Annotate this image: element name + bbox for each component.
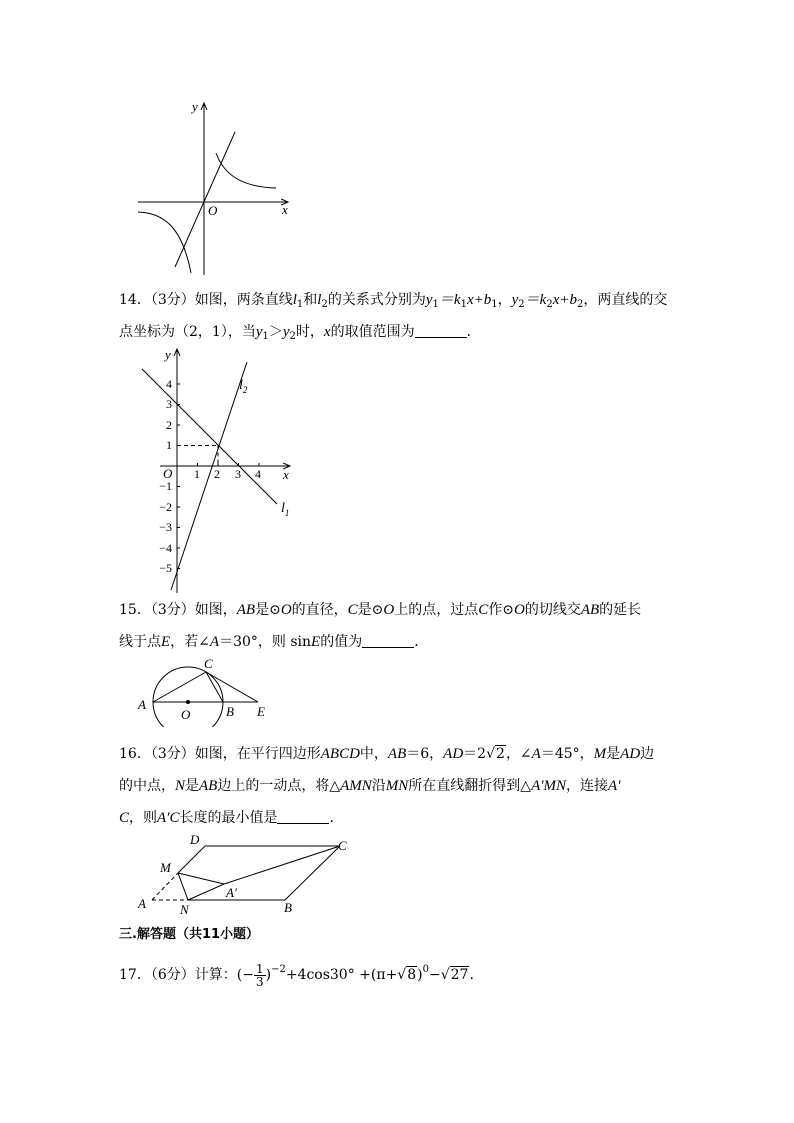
y-tick-label: 3 — [166, 397, 172, 411]
hyperbola-branch-upper — [216, 153, 276, 188]
segment-MA-prime — [178, 873, 224, 884]
y-tick-label: −1 — [159, 479, 172, 493]
point-E-label: E — [257, 704, 265, 719]
point-A-label: A — [138, 896, 146, 911]
x-tick-label: 1 — [194, 467, 200, 481]
x-tick-label: 4 — [255, 467, 261, 481]
q15-line-2: 线于点E，若∠A＝30°，则 sinE的值为 ． — [119, 634, 429, 650]
y-axis-label: y — [192, 99, 198, 114]
point-C-label: C — [338, 838, 347, 853]
point-B-label: B — [284, 900, 292, 915]
q16-line-1: 16．（3分）如图，在平行四边形ABCD中，AB＝6，AD＝2√2，∠A＝45°，M是AD边 — [119, 746, 655, 762]
l1-label: $l_1$ — [281, 501, 290, 518]
point-M-label: M — [160, 860, 171, 875]
figure-q15 — [130, 652, 275, 727]
x-axis-label: x — [282, 202, 288, 217]
figure-q14 — [130, 345, 300, 595]
y-tick-label: 2 — [166, 418, 172, 432]
segment-NA-prime — [188, 884, 224, 900]
y-tick-label: −4 — [159, 541, 172, 555]
side-CB — [285, 846, 340, 900]
point-B-label: B — [226, 704, 234, 719]
y-tick-label: −5 — [159, 561, 172, 575]
x-tick-labels — [194, 467, 261, 481]
y-tick-label: −2 — [159, 500, 172, 514]
answer-blank — [362, 633, 414, 648]
x-tick-label: 3 — [235, 467, 241, 481]
q14-line-1: 14．（3分）如图，两条直线$l_1$和$l_2$的关系式分别为$y_1=k_1x+b_1$，$y_2=k_2x+b_2$，两直线的交 — [119, 292, 668, 310]
q16-line-3: C，则A′C长度的最小值是 ． — [119, 810, 344, 826]
side-DM — [178, 846, 205, 873]
point-O-label: O — [181, 707, 191, 722]
segment-AC — [153, 672, 206, 702]
point-A-prime-label: A′ — [226, 885, 237, 900]
dashed-AM — [152, 873, 178, 900]
answer-blank — [277, 809, 329, 824]
point-C-label: C — [204, 656, 213, 671]
point-A-label: A — [138, 697, 146, 712]
x-axis-label: x — [283, 467, 289, 482]
section-heading: 三.解答题（共11小题） — [119, 927, 260, 942]
q15-line-1: 15．（3分）如图，AB是⊙O的直径，C是⊙O上的点，过点C作⊙O的切线交AB的延长 — [119, 602, 642, 618]
figure-q13 — [130, 95, 300, 280]
tangent-CE — [206, 672, 258, 702]
point-D-label: D — [190, 832, 200, 847]
y-tick-label: 1 — [166, 438, 172, 452]
l2-label: $l_2$ — [239, 378, 248, 395]
q17-line-1: 17．（6分）计算：(− $\frac{1}{3}$ )$^{-2}+4\cos 30^\circ +(\pi+√8)^0-√27$. — [119, 961, 474, 989]
q16-line-2: 的中点，N是AB边上的一动点，将△AMN沿MN所在直线翻折得到△A′MN，连接A′ — [119, 778, 621, 794]
segment-MN — [178, 873, 188, 900]
origin-label: O — [163, 466, 173, 481]
point-N-label: N — [180, 902, 189, 917]
q14-line-2: 点坐标为（2，1），当$y_1>y_2$时，x的取值范围为 ． — [119, 324, 481, 342]
origin-label: O — [208, 203, 218, 218]
segment-A-prime-C — [224, 846, 340, 884]
hyperbola-branch-lower — [138, 212, 191, 273]
center-dot — [186, 700, 190, 704]
figure-q16 — [130, 830, 360, 920]
y-axis-label: y — [165, 347, 171, 362]
y-tick-label: 4 — [166, 377, 172, 391]
answer-blank — [415, 323, 467, 338]
x-tick-label: 2 — [214, 467, 220, 481]
y-tick-label: −3 — [159, 520, 172, 534]
fraction-one-third: $\frac{1}{3}$ — [255, 961, 264, 989]
